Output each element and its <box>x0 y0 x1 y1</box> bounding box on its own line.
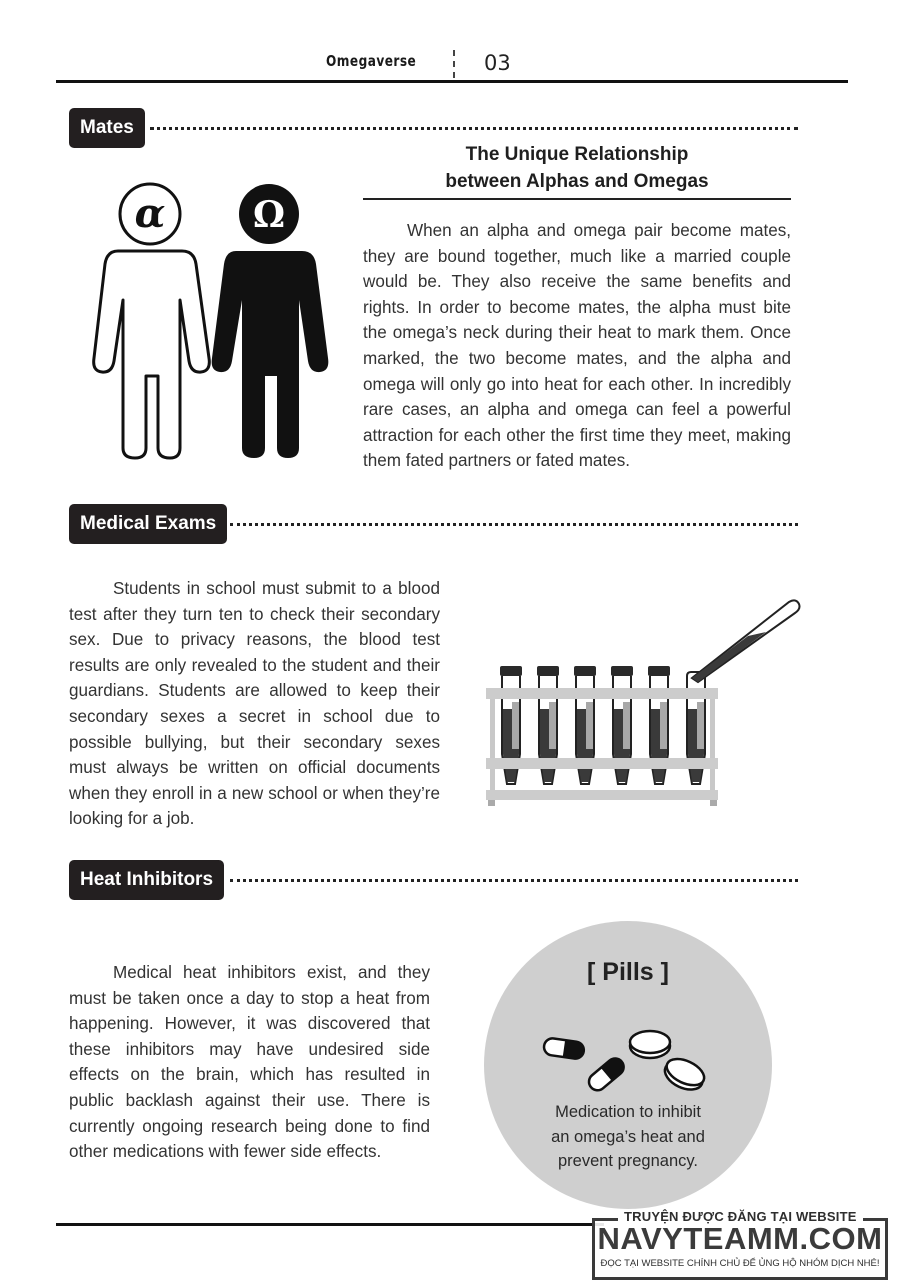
section-label-mates: Mates <box>69 108 145 148</box>
subheading-line-1: The Unique Relationship <box>465 144 689 165</box>
omega-symbol: Ω <box>252 194 286 236</box>
running-title: Omegaverse <box>326 52 417 70</box>
section-label-medical-exams: Medical Exams <box>69 504 227 544</box>
watermark-site-name: NAVYTEAMM.COM <box>597 1221 883 1256</box>
heat-inhibitors-paragraph <box>69 960 430 1165</box>
alpha-symbol: α <box>134 190 166 237</box>
section-dotted-rule <box>230 879 798 882</box>
page-number: 03 <box>484 51 511 75</box>
alpha-body-icon <box>94 251 210 458</box>
bottom-rule <box>56 1223 604 1226</box>
alpha-omega-figures-icon <box>88 180 338 460</box>
medical-exams-body-text: Students in school must submit to a blood test after they turn ten to check their secondary sex. Due to privacy reasons, the blood test results are only revealed to the student and their guardians. Students are allowed to keep their secondary sexes a secret in school due to possible bullying, but their secondary sexes must always be written on official documents when they enroll in a new school or when they’re looking for a job. <box>69 579 440 829</box>
subheading-line-2: between Alphas and Omegas <box>445 171 709 192</box>
pills-desc-line-1: Medication to inhibit <box>555 1103 701 1121</box>
mates-paragraph <box>363 218 791 474</box>
pills-description <box>484 1100 772 1174</box>
pipette-icon <box>692 600 800 682</box>
pills-desc-line-3: prevent pregnancy. <box>557 1152 699 1170</box>
pills-desc-line-2: an omega’s heat and <box>551 1127 705 1146</box>
pills-title: [ Pills ] <box>587 958 669 986</box>
subheading <box>363 141 791 195</box>
mates-body-text: When an alpha and omega pair become mates, they are bound together, much like a married couple would be. They also receive the same benefits and rights. In order to become mates, the alpha must bite the omega’s neck during their heat to mark them. Once marked, the two become mates, and the alpha and omega will only go into heat for each other. In incredibly rare cases, an alpha and omega can feel a powerful attraction for each other the first time they meet, making them fated partners or fated mates. <box>363 221 791 471</box>
medical-exams-paragraph <box>69 576 440 832</box>
section-dotted-rule <box>230 523 798 526</box>
section-dotted-rule <box>150 127 798 130</box>
subheading-rule <box>363 198 791 200</box>
section-label-heat-inhibitors: Heat Inhibitors <box>69 860 224 900</box>
header-divider <box>453 50 455 78</box>
watermark-top-text: TRUYỆN ĐƯỢC ĐĂNG TẠI WEBSITE <box>618 1209 863 1224</box>
test-tube-rack-icon <box>486 594 804 810</box>
heat-inhibitors-body-text: Medical heat inhibitors exist, and they must be taken once a day to stop a heat from happening. However, it was discovered that these inhibitors may have undesired side effects on the brain, which has resulted in public backlash against their use. There is currently ongoing research being done to find other medications with fewer side effects. <box>69 963 430 1162</box>
pills-icon <box>540 1028 710 1092</box>
omega-body-icon <box>212 251 329 458</box>
watermark-sub-text: ĐỌC TẠI WEBSITE CHÍNH CHỦ ĐỂ ỦNG HỘ NHÓM DỊCH NHÉ! <box>600 1258 880 1269</box>
top-rule <box>56 80 848 83</box>
